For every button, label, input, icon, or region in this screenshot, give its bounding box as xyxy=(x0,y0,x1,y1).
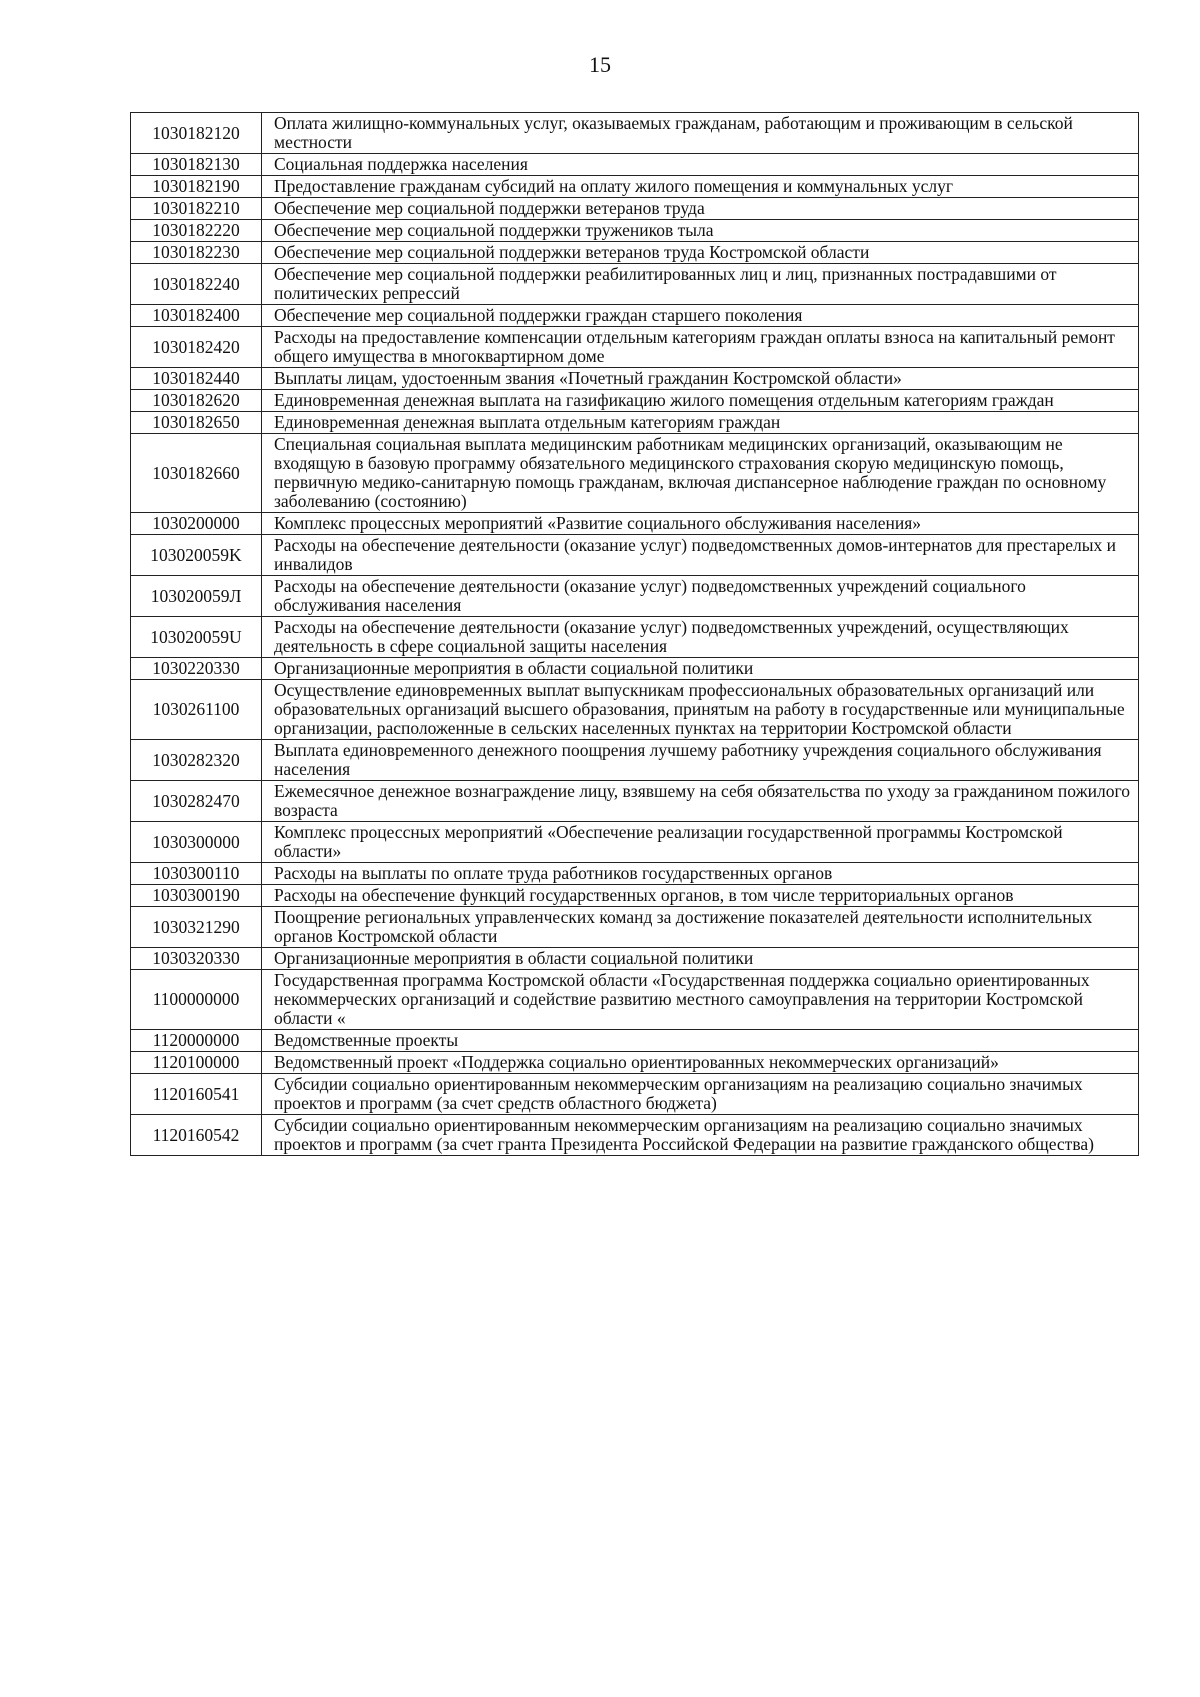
code-cell: 1030182230 xyxy=(131,242,262,264)
table-row xyxy=(131,154,1139,176)
code-cell: 1030321290 xyxy=(131,907,262,948)
table-row xyxy=(131,198,1139,220)
description-cell: Обеспечение мер социальной поддержки реабилитированных лиц и лиц, признанных пострадавшими от политических репрессий xyxy=(262,264,1139,305)
code-cell: 103020059K xyxy=(131,535,262,576)
description-cell: Осуществление единовременных выплат выпускникам профессиональных образовательных организаций или образовательных организаций высшего образования, принятым на работу в государственные или муниципальные организации, расположенные в сельских населенных пунктах на территории Костромской области xyxy=(262,680,1139,740)
table-row xyxy=(131,434,1139,513)
code-cell: 1030182620 xyxy=(131,390,262,412)
table-row xyxy=(131,907,1139,948)
table-row xyxy=(131,535,1139,576)
description-cell: Ежемесячное денежное вознаграждение лицу, взявшему на себя обязательства по уходу за гражданином пожилого возраста xyxy=(262,781,1139,822)
description-cell: Расходы на обеспечение деятельности (оказание услуг) подведомственных учреждений социального обслуживания населения xyxy=(262,576,1139,617)
description-cell: Расходы на выплаты по оплате труда работников государственных органов xyxy=(262,863,1139,885)
table-row xyxy=(131,176,1139,198)
table-body xyxy=(131,113,1139,1156)
description-cell: Выплата единовременного денежного поощрения лучшему работнику учреждения социального обслуживания населения xyxy=(262,740,1139,781)
table-row xyxy=(131,781,1139,822)
code-cell: 1120160542 xyxy=(131,1115,262,1156)
description-cell: Ведомственные проекты xyxy=(262,1030,1139,1052)
code-cell: 1030182420 xyxy=(131,327,262,368)
table-row xyxy=(131,1074,1139,1115)
table-row xyxy=(131,1030,1139,1052)
code-cell: 1030182220 xyxy=(131,220,262,242)
code-cell: 103020059Л xyxy=(131,576,262,617)
description-cell: Ведомственный проект «Поддержка социально ориентированных некоммерческих организаций» xyxy=(262,1052,1139,1074)
table-row xyxy=(131,264,1139,305)
code-cell: 1030182130 xyxy=(131,154,262,176)
code-cell: 1030182400 xyxy=(131,305,262,327)
table-row xyxy=(131,305,1139,327)
table-row xyxy=(131,948,1139,970)
description-cell: Комплекс процессных мероприятий «Обеспечение реализации государственной программы Костромской области» xyxy=(262,822,1139,863)
description-cell: Субсидии социально ориентированным некоммерческим организациям на реализацию социально значимых проектов и программ (за счет гранта Президента Российской Федерации на развитие гражданского общества) xyxy=(262,1115,1139,1156)
description-cell: Организационные мероприятия в области социальной политики xyxy=(262,658,1139,680)
table-row xyxy=(131,970,1139,1030)
table-row xyxy=(131,1052,1139,1074)
table-row xyxy=(131,658,1139,680)
description-cell: Выплаты лицам, удостоенным звания «Почетный гражданин Костромской области» xyxy=(262,368,1139,390)
description-cell: Обеспечение мер социальной поддержки ветеранов труда xyxy=(262,198,1139,220)
code-cell: 1030182650 xyxy=(131,412,262,434)
table-row xyxy=(131,368,1139,390)
description-cell: Расходы на обеспечение деятельности (оказание услуг) подведомственных домов-интернатов для престарелых и инвалидов xyxy=(262,535,1139,576)
code-cell: 1030300000 xyxy=(131,822,262,863)
code-cell: 1030182210 xyxy=(131,198,262,220)
description-cell: Единовременная денежная выплата на газификацию жилого помещения отдельным категориям граждан xyxy=(262,390,1139,412)
table-row xyxy=(131,113,1139,154)
table-row xyxy=(131,885,1139,907)
description-cell: Обеспечение мер социальной поддержки ветеранов труда Костромской области xyxy=(262,242,1139,264)
code-cell: 1030182660 xyxy=(131,434,262,513)
description-cell: Обеспечение мер социальной поддержки граждан старшего поколения xyxy=(262,305,1139,327)
description-cell: Единовременная денежная выплата отдельным категориям граждан xyxy=(262,412,1139,434)
budget-code-table xyxy=(130,112,1139,1156)
table-row xyxy=(131,327,1139,368)
description-cell: Комплекс процессных мероприятий «Развитие социального обслуживания населения» xyxy=(262,513,1139,535)
description-cell: Социальная поддержка населения xyxy=(262,154,1139,176)
description-cell: Поощрение региональных управленческих команд за достижение показателей деятельности исполнительных органов Костромской области xyxy=(262,907,1139,948)
code-cell: 1030182440 xyxy=(131,368,262,390)
table-row xyxy=(131,822,1139,863)
code-cell: 1120100000 xyxy=(131,1052,262,1074)
code-cell: 1030220330 xyxy=(131,658,262,680)
description-cell: Организационные мероприятия в области социальной политики xyxy=(262,948,1139,970)
table-row xyxy=(131,863,1139,885)
description-cell: Оплата жилищно-коммунальных услуг, оказываемых гражданам, работающим и проживающим в сельской местности xyxy=(262,113,1139,154)
code-cell: 1030300190 xyxy=(131,885,262,907)
code-cell: 1030182240 xyxy=(131,264,262,305)
description-cell: Государственная программа Костромской области «Государственная поддержка социально ориентированных некоммерческих организаций и содействие развитию местного самоуправления на территории Костромской области « xyxy=(262,970,1139,1030)
code-cell: 1120160541 xyxy=(131,1074,262,1115)
table-row xyxy=(131,513,1139,535)
table-row xyxy=(131,390,1139,412)
table-row xyxy=(131,680,1139,740)
table-row xyxy=(131,1115,1139,1156)
description-cell: Предоставление гражданам субсидий на оплату жилого помещения и коммунальных услуг xyxy=(262,176,1139,198)
table-row xyxy=(131,220,1139,242)
code-cell: 1030200000 xyxy=(131,513,262,535)
code-cell: 1100000000 xyxy=(131,970,262,1030)
description-cell: Расходы на обеспечение функций государственных органов, в том числе территориальных органов xyxy=(262,885,1139,907)
description-cell: Обеспечение мер социальной поддержки тружеников тыла xyxy=(262,220,1139,242)
code-cell: 1030300110 xyxy=(131,863,262,885)
code-cell: 103020059U xyxy=(131,617,262,658)
table-row xyxy=(131,242,1139,264)
table-row xyxy=(131,412,1139,434)
table-row xyxy=(131,617,1139,658)
code-cell: 1030320330 xyxy=(131,948,262,970)
code-cell: 1030182120 xyxy=(131,113,262,154)
table-row xyxy=(131,740,1139,781)
code-cell: 1030282470 xyxy=(131,781,262,822)
code-cell: 1120000000 xyxy=(131,1030,262,1052)
description-cell: Субсидии социально ориентированным некоммерческим организациям на реализацию социально значимых проектов и программ (за счет средств областного бюджета) xyxy=(262,1074,1139,1115)
code-cell: 1030261100 xyxy=(131,680,262,740)
code-cell: 1030182190 xyxy=(131,176,262,198)
description-cell: Специальная социальная выплата медицинским работникам медицинских организаций, оказывающим не входящую в базовую программу обязательного медицинского страхования скорую медицинскую помощь, первичную медико-санитарную помощь гражданам, включая диспансерное наблюдение граждан по основному заболеванию (состоянию) xyxy=(262,434,1139,513)
description-cell: Расходы на предоставление компенсации отдельным категориям граждан оплаты взноса на капитальный ремонт общего имущества в многоквартирном доме xyxy=(262,327,1139,368)
description-cell: Расходы на обеспечение деятельности (оказание услуг) подведомственных учреждений, осуществляющих деятельность в сфере социальной защиты населения xyxy=(262,617,1139,658)
page-number: 15 xyxy=(589,52,611,77)
table-row xyxy=(131,576,1139,617)
code-cell: 1030282320 xyxy=(131,740,262,781)
